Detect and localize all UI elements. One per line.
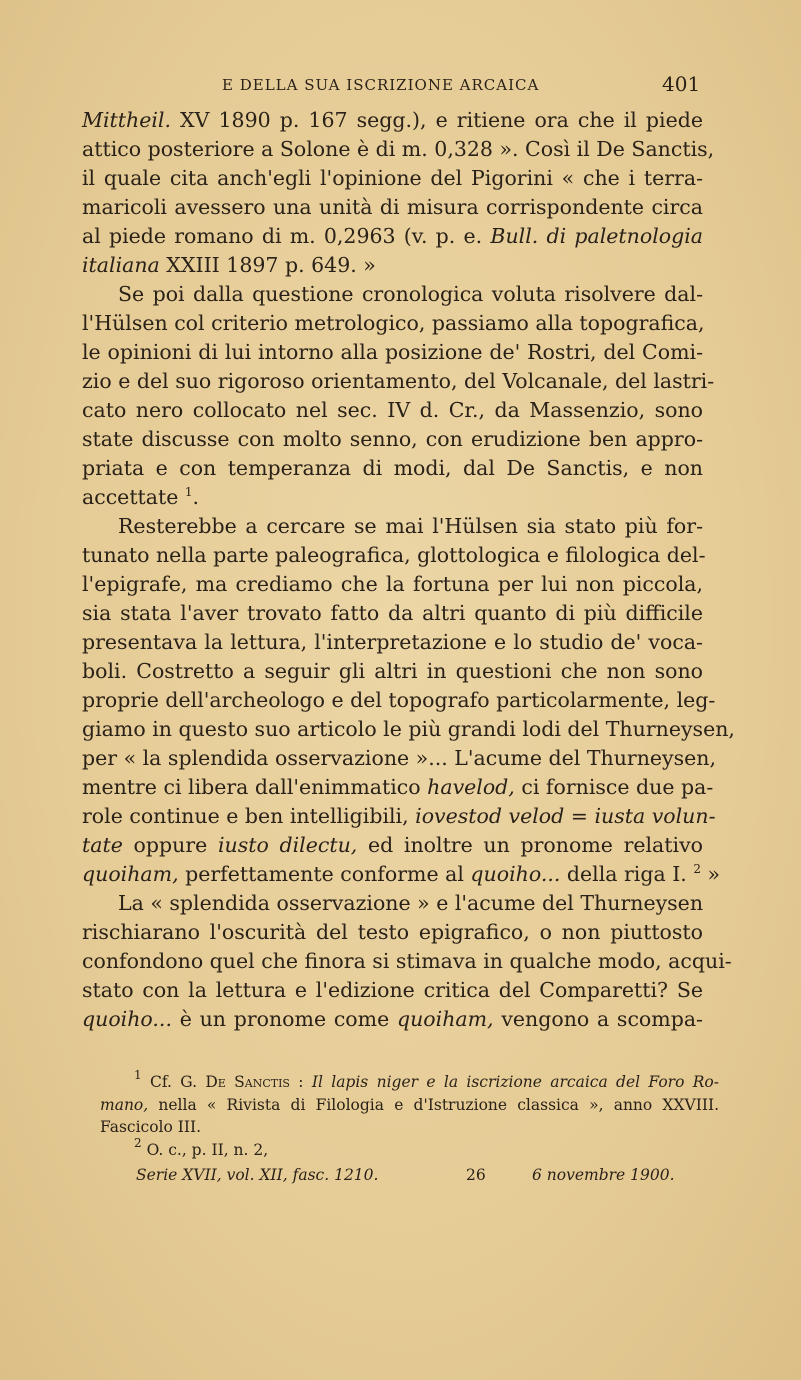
text-line: al piede romano di m. 0,2963 (v. p. e. Bull. di paletnologia [82, 224, 703, 248]
text-line: maricoli avessero una unità di misura corrispondente circa [82, 195, 703, 219]
text-line: La « splendida osservazione » e l'acume del Thurneysen [118, 891, 704, 915]
text-line: giamo in questo suo articolo le più grandi lodi del Thurneysen, [82, 717, 735, 741]
page-header [0, 70, 801, 100]
footnote-line: $^2$ O. c., p. II, n. 2, [134, 1135, 269, 1159]
text-line: il quale cita anch'egli l'opinione del Pigorini « che i terra- [82, 166, 703, 190]
text-line: proprie dell'archeologo e del topografo particolarmente, leg- [82, 688, 716, 712]
text-line: mentre ci libera dall'enimmatico havelod, ci fornisce due pa- [82, 775, 714, 799]
sheet-number: 26 [466, 1166, 486, 1184]
text-line: tate oppure iusto dilectu, ed inoltre un pronome relativo [82, 833, 703, 857]
print-date: 6 novembre 1900. [532, 1166, 675, 1184]
text-line: role continue e ben intelligibili, iovestod velod = iusta volun- [82, 804, 716, 828]
footnote-line: Fascicolo III. [100, 1118, 202, 1136]
printer-signature-line [136, 1166, 684, 1188]
text-line: confondono quel che finora si stimava in qualche modo, acqui- [82, 949, 732, 973]
footnote-line: $^1$ Cf. G. De Sanctis : Il lapis niger e la iscrizione arcaica del Foro Ro- [134, 1068, 719, 1091]
series-info: Serie XVII, vol. XII, fasc. 1210. [136, 1166, 379, 1184]
text-line: quoiham, perfettamente conforme al quoiho... della riga I. $^2$ » [82, 862, 721, 886]
text-line: per « la splendida osservazione »... L'acume del Thurneysen, [82, 746, 717, 770]
text-line: presentava la lettura, l'interpretazione e lo studio de' voca- [82, 630, 703, 654]
text-line: accettate $^1$. [82, 485, 200, 509]
text-line: l'Hülsen col criterio metrologico, passiamo alla topografica, [82, 311, 705, 335]
text-line: quoiho... è un pronome come quoiham, vengono a scompa- [82, 1007, 703, 1031]
running-title: E DELLA SUA ISCRIZIONE ARCAICA [222, 76, 540, 94]
page-number: 401 [662, 72, 701, 96]
text-line: sia stata l'aver trovato fatto da altri quanto di più difficile [82, 601, 703, 625]
text-line: attico posteriore a Solone è di m. 0,328 ». Così il De Sanctis, [82, 137, 715, 161]
text-line: state discusse con molto senno, con erudizione ben appro- [82, 427, 703, 451]
footnote-line: mano, nella « Rivista di Filologia e d'Istruzione classica », anno XXVIII. [100, 1095, 719, 1114]
text-line: l'epigrafe, ma crediamo che la fortuna per lui non piccola, [82, 572, 703, 596]
text-line: italiana XXIII 1897 p. 649. » [82, 253, 376, 277]
text-line: Se poi dalla questione cronologica voluta risolvere dal- [118, 282, 703, 306]
text-line: rischiarano l'oscurità del testo epigrafico, o non piuttosto [82, 920, 703, 944]
text-line: le opinioni di lui intorno alla posizione de' Rostri, del Comi- [82, 340, 703, 364]
text-line: Resterebbe a cercare se mai l'Hülsen sia stato più for- [118, 514, 703, 538]
text-line: boli. Costretto a seguir gli altri in questioni che non sono [82, 659, 703, 683]
text-line: priata e con temperanza di modi, dal De Sanctis, e non [82, 456, 703, 480]
text-line: tunato nella parte paleografica, glottologica e filologica del- [82, 543, 706, 567]
text-line: cato nero collocato nel sec. IV d. Cr., da Massenzio, sono [82, 398, 703, 422]
text-line: zio e del suo rigoroso orientamento, del Volcanale, del lastri- [82, 369, 715, 393]
text-line: stato con la lettura e l'edizione critica del Comparetti? Se [82, 978, 703, 1002]
text-line: Mittheil. XV 1890 p. 167 segg.), e ritiene ora che il piede [82, 108, 703, 132]
